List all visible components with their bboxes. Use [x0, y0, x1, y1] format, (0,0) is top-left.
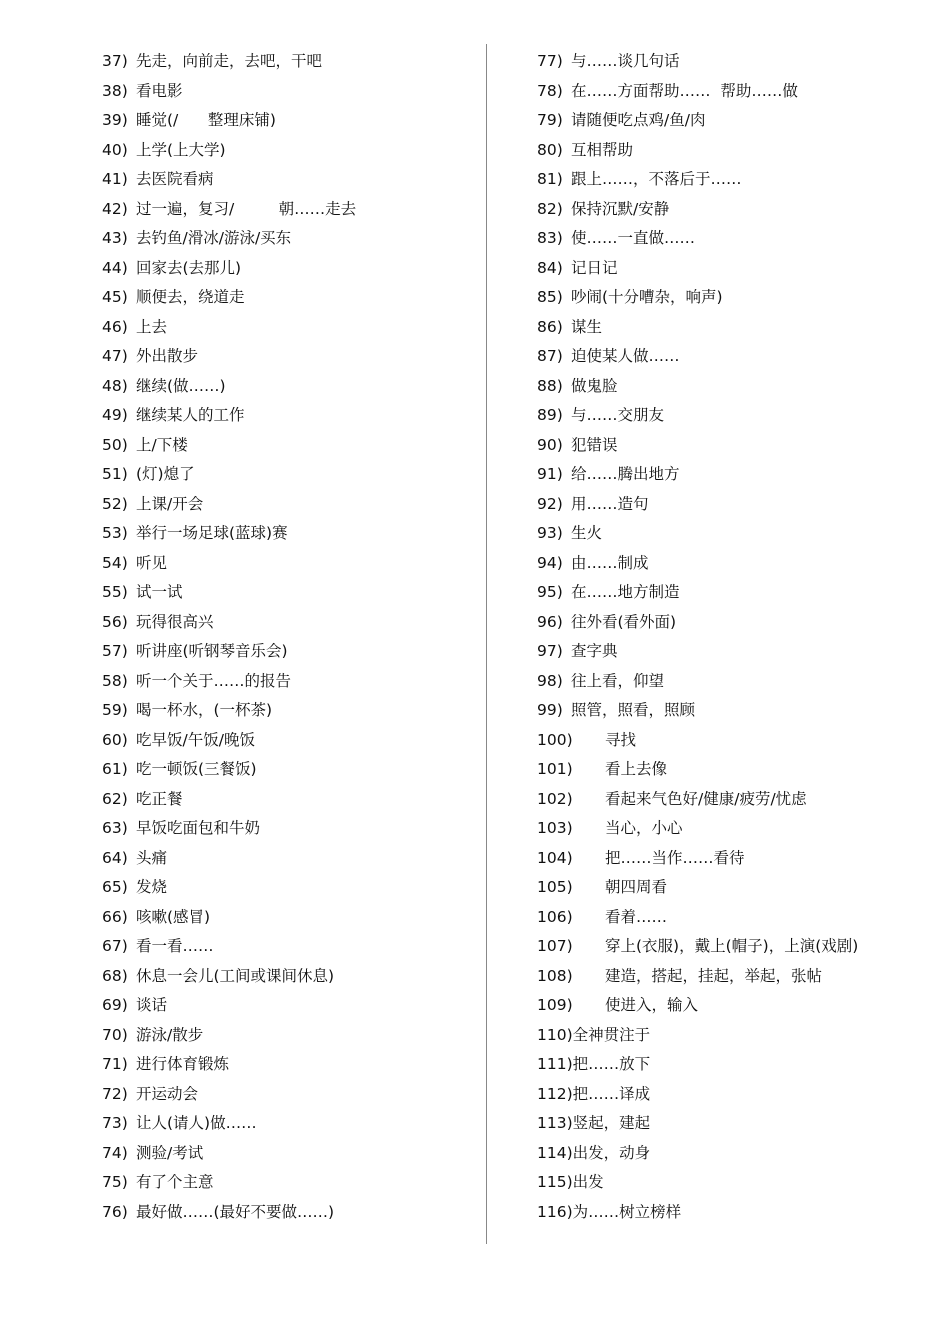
item-text: 睡觉(/ 整理床铺) [136, 111, 276, 129]
item-text: 迫使某人做…… [571, 347, 680, 365]
item-text: 先走，向前走，去吧，干吧 [136, 52, 323, 70]
list-item [537, 696, 950, 726]
item-number: 47) [102, 347, 128, 365]
item-text: 请随便吃点鸡/鱼/肉 [571, 111, 706, 129]
list-item [537, 313, 950, 343]
list-item [537, 1021, 950, 1051]
left-phrase-column [102, 47, 522, 1227]
item-text: 建造，搭起，挂起，举起，张帖 [605, 966, 823, 985]
list-item [102, 401, 522, 431]
item-text: 继续(做……) [136, 376, 226, 395]
list-item [537, 254, 950, 284]
item-text: 上课/开会 [136, 494, 204, 513]
item-number: 57) [102, 642, 128, 660]
item-number: 55) [102, 583, 128, 601]
item-number: 116) [537, 1202, 573, 1221]
list-item [537, 460, 950, 490]
list-item [537, 1050, 950, 1080]
list-item [537, 608, 950, 638]
item-number: 99) [537, 701, 563, 719]
item-number: 51) [102, 465, 128, 483]
list-item [102, 667, 522, 697]
item-text: 上去 [136, 317, 168, 336]
list-item [102, 254, 522, 284]
item-text: 当心，小心 [605, 819, 683, 837]
list-item [102, 1021, 522, 1051]
item-text: 早饭吃面包和牛奶 [136, 819, 261, 837]
item-text: 犯错误 [571, 435, 618, 454]
item-number: 103) [537, 819, 573, 837]
item-text: 上学(上大学) [136, 140, 226, 159]
item-text: 全神贯注于 [572, 1025, 651, 1044]
item-number: 49) [102, 406, 128, 424]
list-item [102, 372, 522, 402]
item-number: 72) [102, 1084, 128, 1103]
item-number: 69) [102, 996, 128, 1014]
item-text: 听讲座(听钢琴音乐会) [136, 642, 288, 660]
item-text: 做鬼脸 [571, 376, 618, 395]
list-item [537, 342, 950, 372]
item-number: 87) [537, 347, 563, 365]
item-number: 97) [537, 642, 563, 660]
item-number: 104) [537, 848, 573, 867]
list-item [537, 224, 950, 254]
item-text: 上/下楼 [136, 435, 188, 454]
item-number: 74) [102, 1143, 128, 1162]
item-number: 112) [537, 1084, 573, 1103]
item-text: 照管，照看，照顾 [571, 701, 696, 719]
item-number: 63) [102, 819, 128, 837]
item-text: 把……当作……看待 [605, 848, 745, 867]
item-text: 去医院看病 [136, 170, 214, 188]
list-item [102, 726, 522, 756]
list-item [102, 1198, 522, 1228]
item-text: 吃早饭/午饭/晚饭 [136, 730, 255, 749]
item-number: 61) [102, 760, 128, 778]
item-number: 88) [537, 376, 563, 395]
item-number: 41) [102, 170, 128, 188]
list-item [537, 431, 950, 461]
list-item [102, 195, 522, 225]
item-text: 吃正餐 [136, 789, 183, 808]
list-item [102, 785, 522, 815]
item-number: 84) [537, 258, 563, 277]
list-item [537, 1109, 950, 1139]
item-text: 把……译成 [572, 1084, 651, 1103]
list-item [102, 342, 522, 372]
item-number: 80) [537, 140, 563, 159]
list-item [102, 283, 522, 313]
list-item [537, 106, 950, 136]
item-text: 竖起，建起 [572, 1114, 651, 1132]
item-text: 看电影 [136, 81, 183, 100]
item-text: 由……制成 [571, 553, 649, 572]
list-item [102, 77, 522, 107]
item-text: 把……放下 [572, 1055, 651, 1073]
item-number: 86) [537, 317, 563, 336]
column-divider [486, 44, 487, 1244]
item-number: 67) [102, 937, 128, 955]
item-text: 记日记 [571, 258, 618, 277]
item-text: 测验/考试 [136, 1143, 204, 1162]
list-item [102, 519, 522, 549]
item-number: 40) [102, 140, 128, 159]
item-number: 64) [102, 848, 128, 867]
list-item [537, 903, 950, 933]
list-item [102, 696, 522, 726]
item-text: 用……造句 [571, 494, 649, 513]
item-number: 52) [102, 494, 128, 513]
item-number: 82) [537, 199, 563, 218]
item-number: 101) [537, 760, 573, 778]
item-number: 85) [537, 288, 563, 306]
list-item [102, 1109, 522, 1139]
item-number: 79) [537, 111, 563, 129]
item-text: 吵闹(十分嘈杂，响声) [571, 288, 723, 306]
item-text: 与……交朋友 [571, 406, 665, 424]
item-number: 66) [102, 907, 128, 926]
list-item [537, 401, 950, 431]
list-item [102, 844, 522, 874]
list-item [537, 1198, 950, 1228]
item-number: 81) [537, 170, 563, 188]
item-number: 53) [102, 524, 128, 542]
item-number: 100) [537, 730, 573, 749]
item-number: 96) [537, 612, 563, 631]
item-text: 让人(请人)做…… [136, 1114, 257, 1132]
item-number: 93) [537, 524, 563, 542]
item-text: 在……地方制造 [571, 583, 680, 601]
list-item [537, 637, 950, 667]
item-number: 95) [537, 583, 563, 601]
item-number: 43) [102, 229, 128, 247]
list-item [537, 962, 950, 992]
item-text: 为……树立榜样 [572, 1202, 682, 1221]
item-number: 77) [537, 52, 563, 70]
item-number: 56) [102, 612, 128, 631]
item-text: 头痛 [136, 848, 168, 867]
item-number: 59) [102, 701, 128, 719]
list-item [537, 195, 950, 225]
list-item [537, 77, 950, 107]
list-item [537, 991, 950, 1021]
item-number: 75) [102, 1173, 128, 1191]
item-text: 生火 [571, 524, 603, 542]
item-number: 94) [537, 553, 563, 572]
item-text: 发烧 [136, 878, 168, 896]
item-text: 看一看…… [136, 937, 214, 955]
list-item [102, 313, 522, 343]
item-number: 107) [537, 937, 573, 955]
item-number: 58) [102, 671, 128, 690]
list-item [537, 844, 950, 874]
item-text: 外出散步 [136, 347, 199, 365]
item-text: 使进入，输入 [605, 996, 699, 1014]
item-number: 108) [537, 966, 573, 985]
item-text: 使……一直做…… [571, 229, 696, 247]
item-text: 进行体育锻炼 [136, 1055, 230, 1073]
item-number: 42) [102, 199, 128, 218]
list-item [102, 1050, 522, 1080]
item-number: 111) [537, 1055, 573, 1073]
list-item [537, 490, 950, 520]
item-number: 48) [102, 376, 128, 395]
item-number: 114) [537, 1143, 573, 1162]
item-text: 保持沉默/安静 [571, 199, 670, 218]
item-text: 听一个关于……的报告 [136, 671, 292, 690]
item-number: 91) [537, 465, 563, 483]
item-number: 62) [102, 789, 128, 808]
item-number: 68) [102, 966, 128, 985]
item-text: 给……腾出地方 [571, 465, 680, 483]
list-item [102, 1139, 522, 1169]
list-item [102, 903, 522, 933]
item-number: 39) [102, 111, 128, 129]
list-item [537, 372, 950, 402]
list-item [537, 1139, 950, 1169]
item-text: 与……谈几句话 [571, 52, 680, 70]
item-number: 70) [102, 1025, 128, 1044]
item-text: 出发，动身 [572, 1143, 651, 1162]
list-item [102, 608, 522, 638]
list-item [537, 165, 950, 195]
item-text: 最好做……(最好不要做……) [136, 1202, 335, 1221]
item-number: 98) [537, 671, 563, 690]
list-item [537, 726, 950, 756]
item-number: 45) [102, 288, 128, 306]
item-text: 开运动会 [136, 1084, 199, 1103]
item-text: 举行一场足球(蓝球)赛 [136, 524, 288, 542]
item-text: 咳嗽(感冒) [136, 907, 211, 926]
item-number: 83) [537, 229, 563, 247]
item-text: 继续某人的工作 [136, 406, 245, 424]
item-text: 去钓鱼/滑冰/游泳/买东 [136, 229, 292, 247]
item-number: 113) [537, 1114, 573, 1132]
item-text: 朝四周看 [605, 878, 668, 896]
list-item [102, 578, 522, 608]
item-text: 过一遍，复习/ 朝……走去 [136, 199, 357, 218]
item-text: 听见 [136, 553, 168, 572]
list-item [537, 932, 950, 962]
list-item [537, 1168, 950, 1198]
list-item [102, 431, 522, 461]
list-item [102, 814, 522, 844]
item-number: 71) [102, 1055, 128, 1073]
item-text: 看着…… [605, 907, 668, 926]
list-item [102, 962, 522, 992]
list-item [102, 932, 522, 962]
item-number: 110) [537, 1025, 573, 1044]
list-item [102, 224, 522, 254]
item-text: 跟上……，不落后于…… [571, 170, 742, 188]
list-item [102, 106, 522, 136]
list-item [102, 1080, 522, 1110]
list-item [102, 549, 522, 579]
list-item [102, 637, 522, 667]
item-text: 顺便去，绕道走 [136, 288, 245, 306]
item-text: 看上去像 [605, 760, 668, 778]
item-text: 喝一杯水，(一杯茶) [136, 701, 273, 719]
list-item [537, 578, 950, 608]
item-text: 有了个主意 [136, 1173, 214, 1191]
list-item [537, 519, 950, 549]
list-item [537, 136, 950, 166]
item-number: 54) [102, 553, 128, 572]
list-item [537, 283, 950, 313]
list-item [102, 460, 522, 490]
item-number: 50) [102, 435, 128, 454]
list-item [102, 755, 522, 785]
list-item [537, 755, 950, 785]
list-item [537, 814, 950, 844]
item-number: 106) [537, 907, 573, 926]
list-item [537, 47, 950, 77]
item-text: 寻找 [605, 730, 637, 749]
item-text: 出发 [572, 1173, 604, 1191]
item-number: 90) [537, 435, 563, 454]
item-text: 往上看，仰望 [571, 671, 665, 690]
item-number: 73) [102, 1114, 128, 1132]
list-item [102, 47, 522, 77]
item-text: 休息一会儿(工间或课间休息) [136, 966, 335, 985]
item-text: 在……方面帮助…… 帮助……做 [571, 81, 798, 100]
item-text: 互相帮助 [571, 140, 634, 159]
item-number: 102) [537, 789, 573, 808]
item-number: 38) [102, 81, 128, 100]
item-number: 60) [102, 730, 128, 749]
list-item [102, 991, 522, 1021]
item-text: 试一试 [136, 583, 183, 601]
list-item [102, 1168, 522, 1198]
list-item [537, 667, 950, 697]
item-number: 78) [537, 81, 563, 100]
item-number: 46) [102, 317, 128, 336]
item-text: 吃一顿饭(三餐饭) [136, 760, 257, 778]
item-number: 37) [102, 52, 128, 70]
item-number: 115) [537, 1173, 573, 1191]
item-text: 往外看(看外面) [571, 612, 677, 631]
list-item [102, 873, 522, 903]
right-phrase-column [537, 47, 950, 1227]
item-text: 谋生 [571, 317, 603, 336]
list-item [537, 873, 950, 903]
item-text: 玩得很高兴 [136, 612, 214, 631]
item-number: 44) [102, 258, 128, 277]
item-number: 92) [537, 494, 563, 513]
item-number: 105) [537, 878, 573, 896]
list-item [537, 1080, 950, 1110]
item-text: 回家去(去那儿) [136, 258, 242, 277]
list-item [537, 549, 950, 579]
item-text: 游泳/散步 [136, 1025, 204, 1044]
list-item [102, 165, 522, 195]
item-number: 89) [537, 406, 563, 424]
item-number: 109) [537, 996, 573, 1014]
item-text: (灯)熄了 [136, 465, 195, 483]
item-text: 查字典 [571, 642, 618, 660]
list-item [102, 490, 522, 520]
item-number: 76) [102, 1202, 128, 1221]
list-item [537, 785, 950, 815]
item-number: 65) [102, 878, 128, 896]
item-text: 看起来气色好/健康/疲劳/忧虑 [605, 789, 807, 808]
list-item [102, 136, 522, 166]
item-text: 穿上(衣服)，戴上(帽子)，上演(戏剧) [605, 937, 859, 955]
item-text: 谈话 [136, 996, 168, 1014]
